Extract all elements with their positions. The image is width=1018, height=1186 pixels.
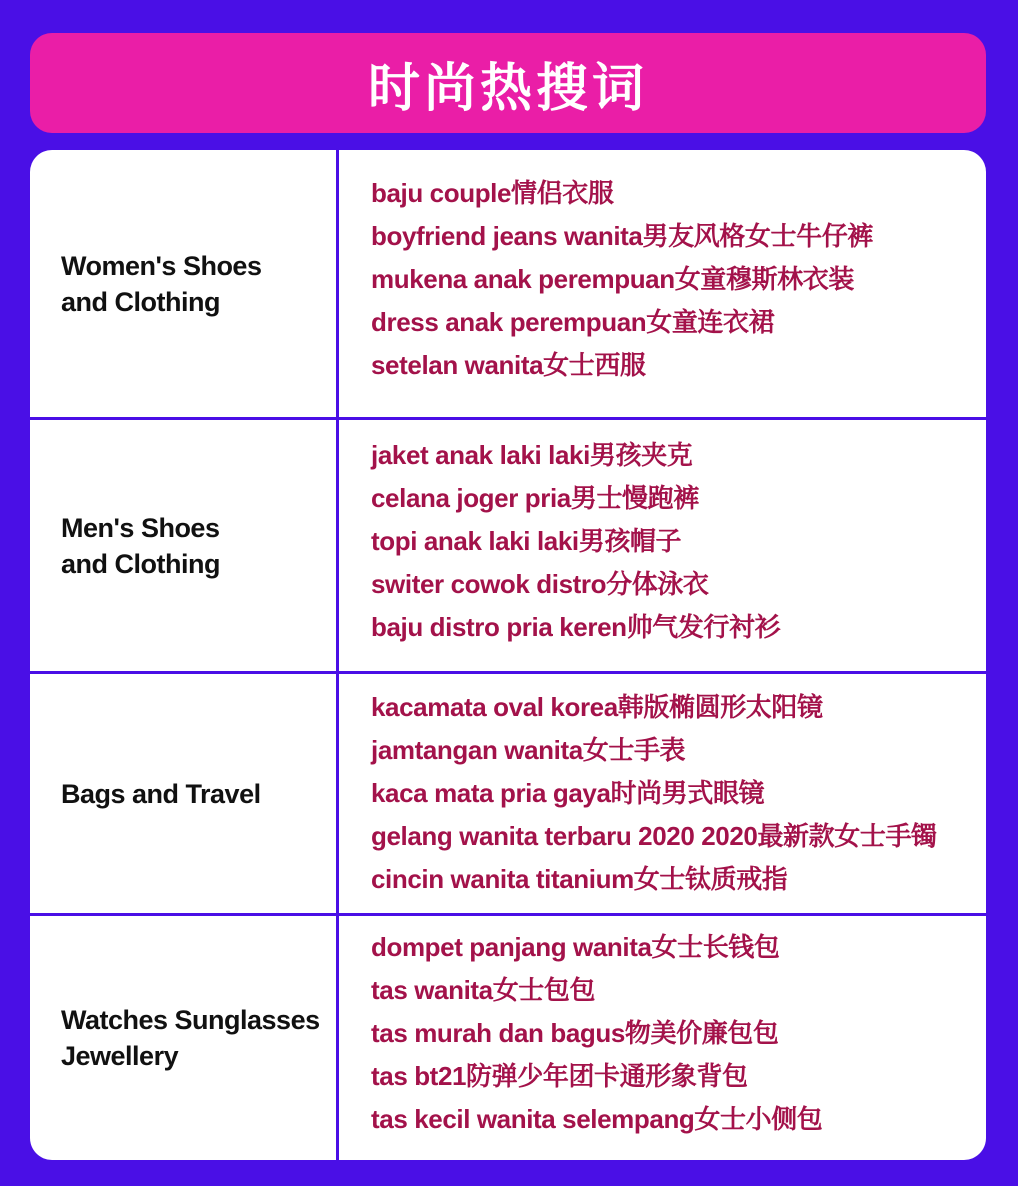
keyword-item: cincin wanita titanium女士钛质戒指 <box>371 864 788 894</box>
keyword-item: dress anak perempuan女童连衣裙 <box>371 307 775 337</box>
category-label: Women's Shoes and Clothing <box>61 250 262 317</box>
category-cell <box>30 420 336 671</box>
keyword-table <box>30 150 986 1160</box>
keyword-item: mukena anak perempuan女童穆斯林衣装 <box>371 264 854 294</box>
keyword-item: boyfriend jeans wanita男友风格女士牛仔裤 <box>371 221 873 251</box>
category-cell <box>30 916 336 1160</box>
keyword-item: baju couple情侣衣服 <box>371 178 614 208</box>
keyword-list <box>371 686 937 901</box>
keyword-item: switer cowok distro分体泳衣 <box>371 569 709 599</box>
table-row <box>30 674 986 913</box>
keyword-item: baju distro pria keren帅气发行衬衫 <box>371 612 781 642</box>
keyword-item: tas kecil wanita selempang女士小侧包 <box>371 1104 823 1134</box>
keyword-item: kacamata oval korea韩版椭圆形太阳镜 <box>371 692 823 722</box>
keyword-item: jamtangan wanita女士手表 <box>371 735 686 765</box>
category-label: Men's Shoes and Clothing <box>61 512 220 579</box>
keyword-item: tas wanita女士包包 <box>371 975 596 1005</box>
table-row <box>30 420 986 671</box>
column-divider <box>336 150 339 1160</box>
keyword-item: tas murah dan bagus物美价廉包包 <box>371 1018 779 1048</box>
keyword-item: kaca mata pria gaya时尚男式眼镜 <box>371 778 765 808</box>
keyword-item: gelang wanita terbaru 2020 2020最新款女士手镯 <box>371 821 937 851</box>
category-cell <box>30 150 336 417</box>
keyword-list <box>371 926 822 1141</box>
keyword-item: celana joger pria男士慢跑裤 <box>371 483 699 513</box>
table-row <box>30 916 986 1160</box>
keyword-item: jaket anak laki laki男孩夹克 <box>371 440 693 470</box>
table-row <box>30 150 986 417</box>
category-label: Watches Sunglasses Jewellery <box>61 1005 320 1071</box>
keyword-item: dompet panjang wanita女士长钱包 <box>371 932 780 962</box>
title-banner <box>30 33 986 133</box>
category-cell <box>30 674 336 913</box>
keyword-list <box>371 172 873 387</box>
page-title: 时尚热搜词 <box>367 58 648 119</box>
keyword-item: setelan wanita女士西服 <box>371 350 646 380</box>
keyword-list <box>371 434 780 649</box>
keyword-item: tas bt21防弹少年团卡通形象背包 <box>371 1061 748 1091</box>
keyword-item: topi anak laki laki男孩帽子 <box>371 526 682 556</box>
category-label: Bags and Travel <box>61 778 261 809</box>
